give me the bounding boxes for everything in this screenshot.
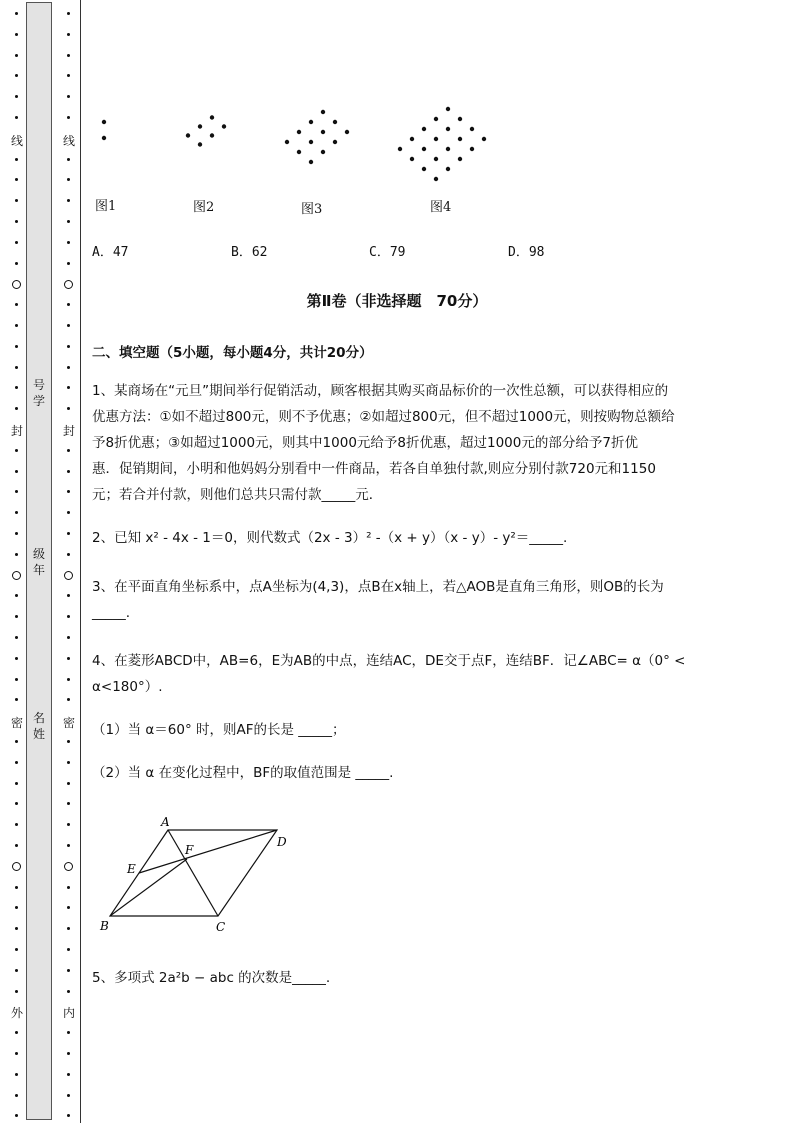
- pattern-dot: [446, 167, 450, 171]
- pattern-dot: [333, 120, 337, 124]
- outer-char-xian: 线: [10, 134, 23, 148]
- binding-dot: [67, 948, 70, 951]
- figure-4-dots: [398, 107, 486, 181]
- binding-dot: [15, 948, 18, 951]
- binding-dot: [15, 324, 18, 327]
- binding-dot: [15, 594, 18, 597]
- point-d-label: D: [277, 835, 287, 849]
- pattern-dot: [102, 136, 106, 140]
- pattern-dot: [297, 150, 301, 154]
- inner-char-feng: 封: [62, 424, 75, 438]
- outer-char-feng: 封: [10, 424, 23, 438]
- binding-dot: [15, 886, 18, 889]
- binding-dot: [67, 844, 70, 847]
- binding-ring-icon: [12, 280, 21, 289]
- binding-dot: [15, 1114, 18, 1117]
- binding-dot: [67, 1031, 70, 1034]
- question-4-part-2: （2）当 α 在变化过程中，BF的取值范围是 _____.: [92, 765, 394, 781]
- binding-dot: [67, 990, 70, 993]
- binding-dot: [15, 1094, 18, 1097]
- pattern-dot: [446, 147, 450, 151]
- binding-ring-icon: [12, 862, 21, 871]
- pattern-dot: [333, 140, 337, 144]
- binding-ring-icon: [64, 862, 73, 871]
- section-title: 第Ⅱ卷（非选择题 70分）: [306, 292, 488, 310]
- binding-dot: [15, 553, 18, 556]
- segment-de: [139, 830, 277, 873]
- point-e-label: E: [127, 862, 136, 876]
- option-a: A．47: [92, 245, 129, 260]
- binding-dot: [15, 636, 18, 639]
- binding-dot: [15, 1073, 18, 1076]
- binding-dot: [15, 490, 18, 493]
- binding-dot: [15, 449, 18, 452]
- figure-1-label: 图1: [95, 199, 117, 214]
- pattern-dot: [422, 127, 426, 131]
- binding-dot: [15, 990, 18, 993]
- point-c-label: C: [216, 920, 226, 934]
- binding-dot: [67, 615, 70, 618]
- binding-dot: [67, 906, 70, 909]
- binding-dot: [15, 802, 18, 805]
- pattern-dot: [309, 120, 313, 124]
- option-c: C．79: [369, 245, 406, 260]
- pattern-dot: [309, 160, 313, 164]
- segment-bf: [110, 859, 187, 916]
- pattern-dot: [458, 157, 462, 161]
- pattern-dot: [482, 137, 486, 141]
- pattern-dot: [102, 120, 106, 124]
- pattern-dot: [222, 124, 226, 128]
- figure-2-label: 图2: [193, 200, 215, 215]
- binding-dot: [67, 470, 70, 473]
- binding-ring-icon: [12, 571, 21, 580]
- binding-dot: [15, 241, 18, 244]
- outer-char-wai: 外: [10, 1006, 23, 1020]
- section-subhead: 二、填空题（5小题，每小题4分，共计20分）: [92, 345, 373, 361]
- pattern-dot: [321, 130, 325, 134]
- pattern-dot: [410, 137, 414, 141]
- binding-dot: [67, 1094, 70, 1097]
- pattern-dot: [434, 117, 438, 121]
- binding-dot: [15, 657, 18, 660]
- pattern-dot: [297, 130, 301, 134]
- question-3: 3、在平面直角坐标系中，点A坐标为(4,3)，点B在x轴上，若△AOB是直角三角形，则OB的长为 _____.: [92, 579, 664, 621]
- figure-2-dots: [186, 115, 226, 146]
- binding-dot: [15, 823, 18, 826]
- question-5: 5、多项式 2a²b − abc 的次数是_____.: [92, 970, 331, 986]
- figure-1-dots: [102, 120, 106, 140]
- binding-dot: [67, 262, 70, 265]
- binding-dot: [67, 386, 70, 389]
- pattern-dot: [398, 147, 402, 151]
- pattern-dot: [309, 140, 313, 144]
- inner-char-mi: 密: [62, 716, 75, 730]
- binding-dot: [67, 511, 70, 514]
- pattern-dot: [410, 157, 414, 161]
- binding-dot: [15, 761, 18, 764]
- binding-dot: [67, 594, 70, 597]
- pattern-dot: [470, 127, 474, 131]
- pattern-dot: [458, 117, 462, 121]
- grade-label: 级 年: [32, 547, 45, 577]
- name-label: 名 姓: [32, 711, 45, 741]
- pattern-dot: [345, 130, 349, 134]
- binding-dot: [67, 241, 70, 244]
- binding-dot: [15, 698, 18, 701]
- pattern-dot: [446, 127, 450, 131]
- binding-dot: [15, 1052, 18, 1055]
- binding-dot: [67, 802, 70, 805]
- binding-dot: [67, 532, 70, 535]
- pattern-dot: [186, 133, 190, 137]
- binding-dot: [67, 740, 70, 743]
- point-f-label: F: [185, 843, 194, 857]
- pattern-dot: [458, 137, 462, 141]
- binding-dot: [67, 761, 70, 764]
- binding-dot: [15, 386, 18, 389]
- dot-pattern-figures: [0, 0, 794, 200]
- binding-dot: [15, 1031, 18, 1034]
- binding-dot: [15, 511, 18, 514]
- binding-dot: [67, 407, 70, 410]
- binding-dot: [67, 1052, 70, 1055]
- pattern-dot: [210, 115, 214, 119]
- question-4: 4、在菱形ABCD中，AB=6，E为AB的中点，连结AC，DE交于点F，连结BF．记∠ABC= α（0° < α<180°）.: [92, 653, 686, 695]
- binding-dot: [15, 345, 18, 348]
- binding-dot: [67, 657, 70, 660]
- binding-dot: [67, 1073, 70, 1076]
- binding-ring-icon: [64, 571, 73, 580]
- pattern-dot: [422, 167, 426, 171]
- binding-dot: [67, 678, 70, 681]
- binding-dot: [67, 449, 70, 452]
- binding-dot: [67, 1114, 70, 1117]
- pattern-dot: [422, 147, 426, 151]
- binding-dot: [67, 886, 70, 889]
- binding-dot: [67, 366, 70, 369]
- inner-char-xian: 线: [62, 134, 75, 148]
- rhombus-diagram: [90, 810, 310, 940]
- binding-dot: [15, 844, 18, 847]
- point-b-label: B: [100, 919, 109, 933]
- figure-3-dots: [285, 110, 349, 164]
- pattern-dot: [434, 137, 438, 141]
- question-1: 1、某商场在“元旦”期间举行促销活动，顾客根据其购买商品标价的一次性总额，可以获得相应的 优惠方法：①如不超过800元，则不予优惠；②如超过800元，但不超过1000元，则按购物总额给 予8折优惠；③如超过1000元，则其中1000元给予8折优惠，超过1000元的部分给予7折优 惠．促销期间，小明和他妈妈分别看中一件商品，若各自单独付款,则应分别付款720元和1150 元；若合并付款，则他们总共只需付款_____元．: [92, 383, 675, 503]
- binding-dot: [15, 927, 18, 930]
- binding-dot: [67, 927, 70, 930]
- inner-char-nei: 内: [62, 1006, 75, 1020]
- binding-dot: [15, 220, 18, 223]
- binding-dot: [67, 636, 70, 639]
- question-2: 2、已知 x² - 4x - 1＝0，则代数式（2x - 3）² -（x + y）（x - y）- y²＝_____.: [92, 530, 568, 546]
- binding-dot: [15, 407, 18, 410]
- question-4-part-1: （1）当 α＝60° 时，则AF的长是 _____；: [92, 722, 346, 738]
- pattern-dot: [434, 177, 438, 181]
- binding-dot: [67, 823, 70, 826]
- binding-dot: [15, 969, 18, 972]
- binding-dot: [67, 324, 70, 327]
- binding-ring-icon: [64, 280, 73, 289]
- binding-dot: [67, 553, 70, 556]
- binding-dot: [15, 740, 18, 743]
- option-d: D．98: [508, 245, 545, 260]
- binding-dot: [15, 615, 18, 618]
- pattern-dot: [198, 142, 202, 146]
- binding-dot: [15, 532, 18, 535]
- pattern-dot: [321, 150, 325, 154]
- pattern-dot: [198, 124, 202, 128]
- pattern-dot: [434, 157, 438, 161]
- binding-dot: [15, 366, 18, 369]
- student-number-label: 号 学: [32, 378, 45, 408]
- pattern-dot: [210, 133, 214, 137]
- pattern-dot: [446, 107, 450, 111]
- pattern-dot: [470, 147, 474, 151]
- point-a-label: A: [161, 815, 170, 829]
- binding-dot: [67, 698, 70, 701]
- option-b: B．62: [231, 245, 268, 260]
- binding-dot: [67, 782, 70, 785]
- binding-dot: [67, 345, 70, 348]
- pattern-dot: [285, 140, 289, 144]
- binding-dot: [15, 262, 18, 265]
- figure-4-label: 图4: [430, 200, 452, 215]
- binding-dot: [15, 782, 18, 785]
- binding-dot: [15, 906, 18, 909]
- binding-dot: [67, 490, 70, 493]
- outer-char-mi: 密: [10, 716, 23, 730]
- binding-dot: [67, 969, 70, 972]
- binding-dot: [15, 678, 18, 681]
- binding-dot: [15, 470, 18, 473]
- binding-dot: [67, 220, 70, 223]
- figure-3-label: 图3: [301, 202, 323, 217]
- pattern-dot: [321, 110, 325, 114]
